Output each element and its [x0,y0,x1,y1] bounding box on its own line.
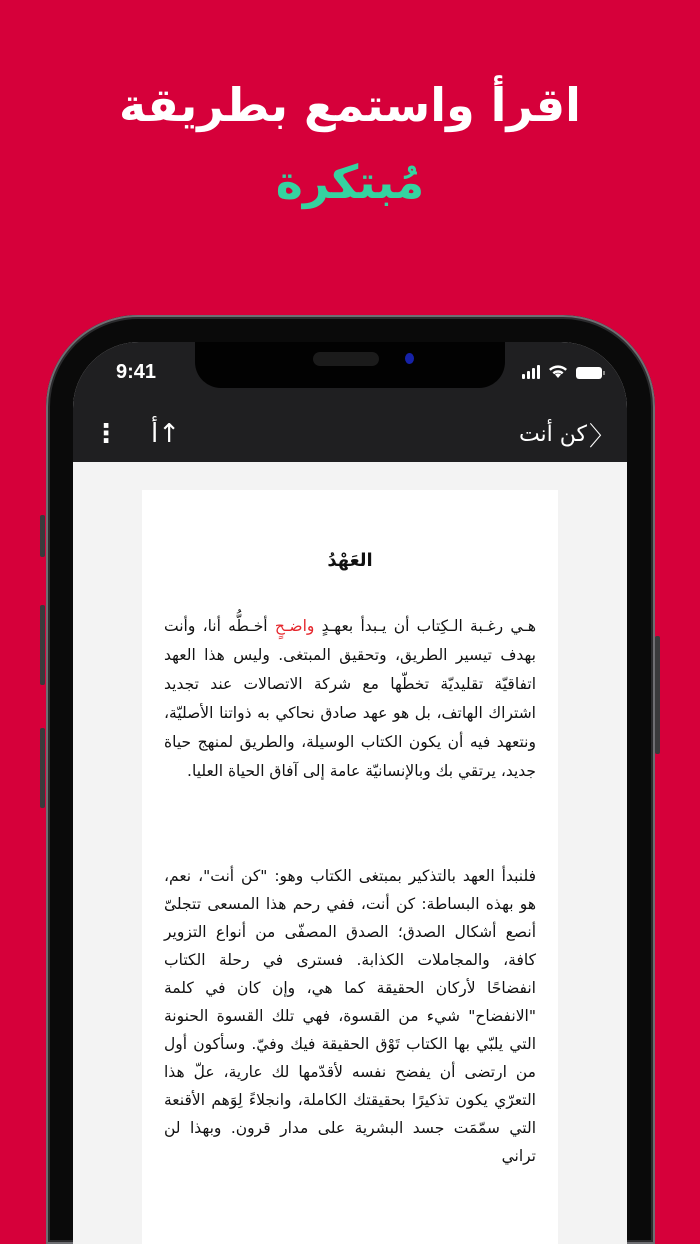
highlighted-word[interactable]: واضـحٍ [274,617,315,635]
wifi-icon [548,364,568,379]
book-title: كن أنت [518,421,587,447]
phone-screen [73,342,627,1244]
battery-icon [576,367,602,379]
text: أخـطُّه أنا، وأنت بهدف تيسير الطريق، وتحقيق المبتغى. وليس هذا العهد اتفاقيّة تقليديّة تخطّها مع شركة الاتصالات عند تجديد اشتراك الهاتف، بل هو عهد صادق نحاكي به ذواتنا الأصليّة، ونتعهد فيه أن يكون الكتاب الوسيلة، والطريق لمنهج حياة جديد، يرتقي بك وبالإنسانيّة عامة إلى آفاق الحياة العليا. [164,617,536,780]
speaker [313,352,379,366]
volume-down-button [40,728,45,808]
back-chevron-icon[interactable]: 〉 [588,421,615,452]
status-icons [522,364,602,379]
headline-line-2: مُبتكرة [275,155,425,209]
camera [405,353,414,364]
text: هـي رغـبة الـكِتاب أن يـبدأ بعهـدٍ [314,617,537,635]
signal-icon [522,365,540,379]
headline-line-1: اقرأ واستمع بطريقة [119,78,581,132]
power-button [655,636,660,754]
paragraph-1 [164,612,536,786]
reader-toolbar [73,342,627,462]
notch [195,342,505,388]
book-page [142,490,558,1244]
volume-up-button [40,605,45,685]
paragraph-2: فلنبدأ العهد بالتذكير بمبتغى الكتاب وهو: "كن أنت"، نعم، هو بهذه البساطة: كن أنت، ففي رحم هذا المسعى تتجلىّ أنصع أشكال الصدق؛ الصدق المصفّى من أنواع التزوير كافة، والمجاملات الكذابة. فسترى في رحلة الكتاب انفضاحًا لأركان الحقيقة كما هي، وإن كان في كلمة "الانفضاح" شيء من القسوة، فهي تلك القسوة الحنونة التي يلبّي بها الكتاب تَوْق الحقيقة فيك وفيّ. وسأكون أول من ارتضى أن يفضح نفسه لأقدّمها لك عارية، علّ هذا التعرّي يكون تذكيرًا بحقيقتك الكاملة، وانجلاءً لِوَهم الأقنعة التي سمّمَت جسد البشرية على مدار قرون. وبهذا لن تراني [164,867,536,1165]
more-menu-icon[interactable]: ⋮ [93,419,119,449]
font-size-icon[interactable]: أ↑ [151,419,181,449]
chapter-title: العَهْدُ [327,550,373,571]
mute-switch [40,515,45,557]
status-time: 9:41 [116,361,157,383]
